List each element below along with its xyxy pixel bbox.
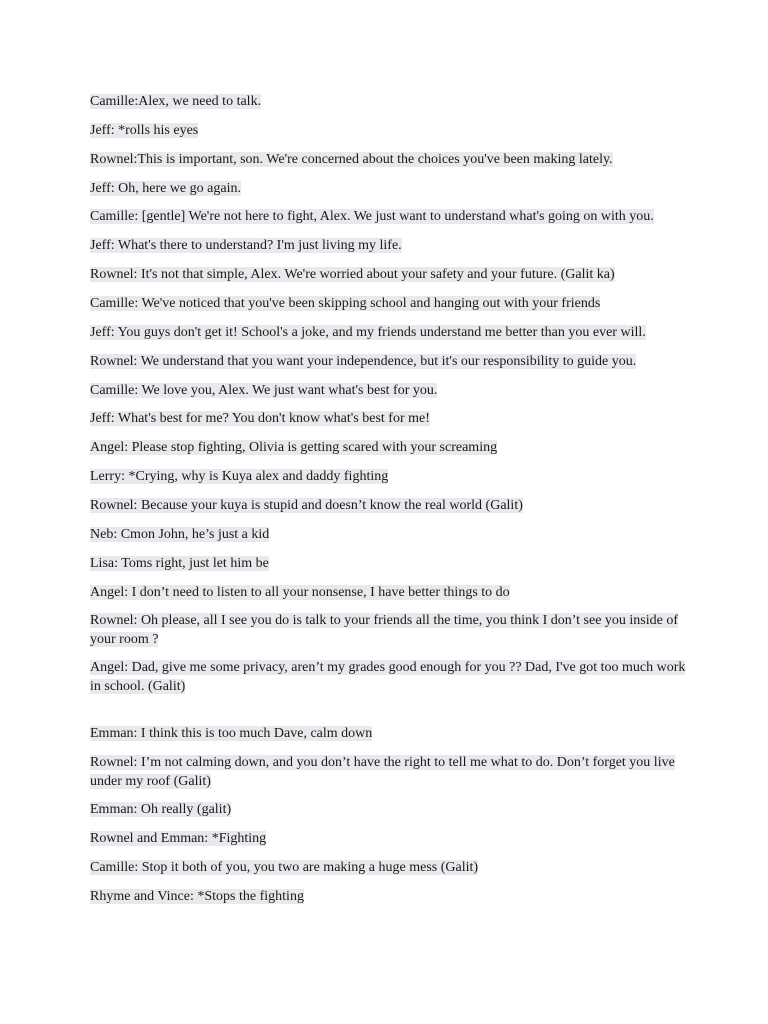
script-line	[90, 800, 690, 819]
script-line-text: Jeff: Oh, here we go again.	[90, 181, 241, 196]
script-line	[90, 724, 690, 743]
script-line	[90, 887, 690, 906]
script-line-text: Jeff: You guys don't get it! School's a joke, and my friends understand me better than you ever will.	[90, 325, 646, 340]
script-line-text: Lerry: *Crying, why is Kuya alex and daddy fighting	[90, 469, 389, 484]
script-line-text: Emman: Oh really (galit)	[90, 802, 232, 817]
script-line-text: Jeff: What's best for me? You don't know what's best for me!	[90, 411, 430, 426]
script-line-text: Angel: I don’t need to listen to all your nonsense, I have better things to do	[90, 585, 510, 600]
script-line-text: Camille: We've noticed that you've been skipping school and hanging out with your friends	[90, 296, 601, 311]
script-line	[90, 438, 690, 457]
script-line-text: Rownel:This is important, son. We're concerned about the choices you've been making lately.	[90, 152, 613, 167]
script-line-text: Rownel: We understand that you want your independence, but it's our responsibility to guide you.	[90, 354, 637, 369]
script-line	[90, 207, 690, 226]
script-line	[90, 467, 690, 486]
script-line	[90, 92, 690, 111]
script-line	[90, 554, 690, 573]
script-line-text: Rownel: It's not that simple, Alex. We're worried about your safety and your future. (Galit ka)	[90, 267, 615, 282]
script-line	[90, 753, 690, 791]
script-line	[90, 265, 690, 284]
script-line	[90, 150, 690, 169]
script-line	[90, 121, 690, 140]
script-line	[90, 496, 690, 515]
script-line-text: Angel: Dad, give me some privacy, aren’t my grades good enough for you ?? Dad, I've got too much work in school. (Galit)	[90, 660, 686, 694]
script-line	[90, 409, 690, 428]
script-line-text: Jeff: What's there to understand? I'm just living my life.	[90, 238, 402, 253]
script-line	[90, 323, 690, 342]
script-line	[90, 179, 690, 198]
script-line-text: Rownel and Emman: *Fighting	[90, 831, 267, 846]
script-line	[90, 381, 690, 400]
script-line	[90, 352, 690, 371]
script-line-text: Rownel: Because your kuya is stupid and doesn’t know the real world (Galit)	[90, 498, 523, 513]
script-line	[90, 658, 690, 696]
script-line	[90, 294, 690, 313]
script-line	[90, 583, 690, 602]
script-line-text: Camille:Alex, we need to talk.	[90, 94, 262, 109]
script-line-text: Camille: We love you, Alex. We just want what's best for you.	[90, 383, 438, 398]
script-line-text: Lisa: Toms right, just let him be	[90, 556, 269, 571]
script-line-text: Rhyme and Vince: *Stops the fighting	[90, 889, 304, 904]
script-line	[90, 858, 690, 877]
script-line-text: Rownel: Oh please, all I see you do is talk to your friends all the time, you think I don’t see you inside of your room ?	[90, 613, 679, 647]
script-line-text: Rownel: I’m not calming down, and you don’t have the right to tell me what to do. Don’t forget you live under my roof (Galit)	[90, 755, 675, 789]
script-line-text: Camille: Stop it both of you, you two are making a huge mess (Galit)	[90, 860, 479, 875]
script-line	[90, 829, 690, 848]
script-line-text: Neb: Cmon John, he’s just a kid	[90, 527, 270, 542]
script-line-text: Camille: [gentle] We're not here to fight, Alex. We just want to understand what's going on with you.	[90, 209, 654, 224]
script-line	[90, 525, 690, 544]
script-line-text: Emman: I think this is too much Dave, calm down	[90, 726, 373, 741]
script-line-text: Angel: Please stop fighting, Olivia is getting scared with your screaming	[90, 440, 498, 455]
script-line	[90, 236, 690, 255]
script-line	[90, 611, 690, 649]
script-line-text: Jeff: *rolls his eyes	[90, 123, 199, 138]
